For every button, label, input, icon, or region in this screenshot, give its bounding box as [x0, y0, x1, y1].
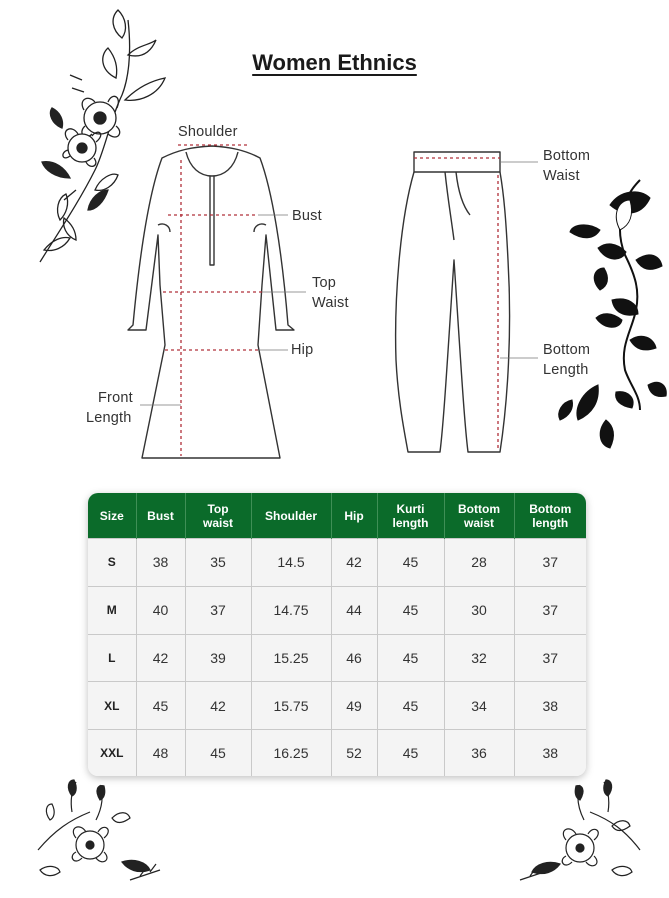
- table-cell: 28: [444, 539, 514, 587]
- table-cell: 35: [185, 539, 251, 587]
- table-cell: 38: [514, 682, 586, 730]
- table-cell: 52: [331, 730, 377, 777]
- header-bottom-waist: Bottom waist: [444, 493, 514, 539]
- table-cell: 32: [444, 634, 514, 682]
- header-size: Size: [88, 493, 136, 539]
- table-cell: 14.75: [251, 586, 331, 634]
- table-cell: 16.25: [251, 730, 331, 777]
- table-row: [88, 682, 586, 730]
- floral-decoration-icon: [38, 780, 160, 880]
- label-front-length-line1: Front: [98, 390, 133, 406]
- table-cell: 45: [185, 730, 251, 777]
- table-cell: 37: [514, 634, 586, 682]
- table-cell: 45: [377, 539, 444, 587]
- table-cell: 45: [136, 682, 185, 730]
- table-cell: 37: [185, 586, 251, 634]
- table-row: [88, 539, 586, 587]
- table-row: [88, 730, 586, 777]
- table-cell: 37: [514, 586, 586, 634]
- label-bottom-length-line1: Bottom: [543, 342, 591, 358]
- header-bust: Bust: [136, 493, 185, 539]
- table-cell: 15.75: [251, 682, 331, 730]
- table-cell: 48: [136, 730, 185, 777]
- table-cell: 42: [331, 539, 377, 587]
- table-row: [88, 634, 586, 682]
- table-cell: 30: [444, 586, 514, 634]
- table-cell: 38: [136, 539, 185, 587]
- table-body: [88, 539, 586, 777]
- pants-illustration-icon: [396, 152, 510, 452]
- label-bottom-length-line2: Length: [543, 362, 589, 378]
- label-top-waist-line1: Top: [312, 275, 336, 291]
- page-title: Women Ethnics: [252, 50, 417, 75]
- table-cell: 40: [136, 586, 185, 634]
- table-cell: 42: [185, 682, 251, 730]
- label-bust: Bust: [292, 208, 322, 224]
- kurti-measure-lines: [163, 145, 262, 456]
- size-chart-table-container: [88, 493, 586, 776]
- label-top-waist-line2: Waist: [312, 295, 349, 311]
- table-cell: 42: [136, 634, 185, 682]
- label-hip: Hip: [291, 342, 314, 358]
- size-cell: L: [88, 634, 136, 682]
- size-cell: S: [88, 539, 136, 587]
- table-cell: 44: [331, 586, 377, 634]
- table-cell: 46: [331, 634, 377, 682]
- table-header-row: [88, 493, 586, 539]
- size-cell: XL: [88, 682, 136, 730]
- table-cell: 45: [377, 682, 444, 730]
- pants-leader-lines: [500, 162, 538, 358]
- kurti-leader-lines: [140, 215, 306, 405]
- label-bottom-waist-line2: Waist: [543, 168, 580, 184]
- size-cell: XXL: [88, 730, 136, 777]
- table-cell: 36: [444, 730, 514, 777]
- label-front-length-line2: Length: [86, 410, 132, 426]
- header-hip: Hip: [331, 493, 377, 539]
- size-cell: M: [88, 586, 136, 634]
- kurti-illustration-icon: [128, 146, 294, 458]
- table-cell: 15.25: [251, 634, 331, 682]
- table-cell: 37: [514, 539, 586, 587]
- table-cell: 39: [185, 634, 251, 682]
- header-top-waist: Top waist: [185, 493, 251, 539]
- floral-decoration-icon: [559, 180, 667, 448]
- label-bottom-waist-line1: Bottom: [543, 148, 591, 164]
- table-row: [88, 586, 586, 634]
- floral-decoration-icon: [520, 780, 640, 880]
- header-bottom-length: Bottom length: [514, 493, 586, 539]
- table-cell: 49: [331, 682, 377, 730]
- table-cell: 14.5: [251, 539, 331, 587]
- size-chart-table: [88, 493, 586, 776]
- table-cell: 45: [377, 634, 444, 682]
- header-shoulder: Shoulder: [251, 493, 331, 539]
- table-cell: 38: [514, 730, 586, 777]
- table-cell: 34: [444, 682, 514, 730]
- table-cell: 45: [377, 730, 444, 777]
- header-kurti-length: Kurti length: [377, 493, 444, 539]
- table-cell: 45: [377, 586, 444, 634]
- label-shoulder: Shoulder: [178, 124, 238, 140]
